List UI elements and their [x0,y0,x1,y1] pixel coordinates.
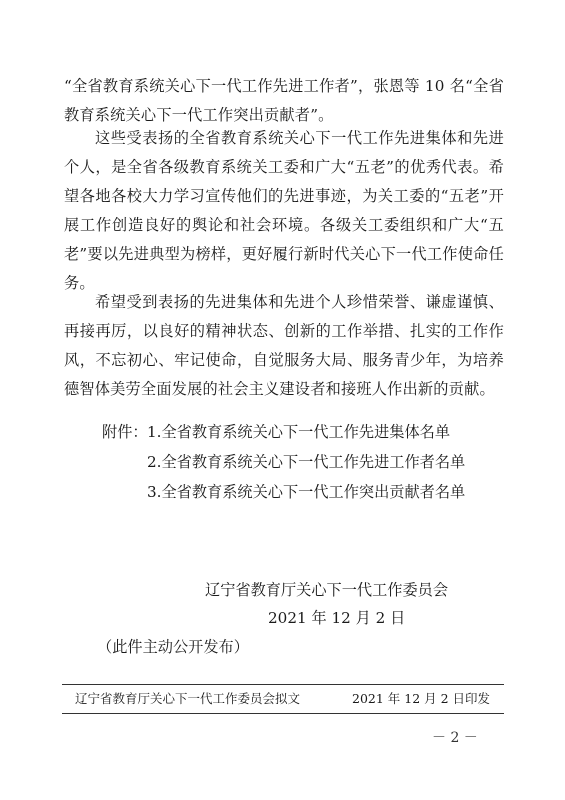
attachments-label: 附件： [102,423,148,441]
body-paragraph-1: “全省教育系统关心下一代工作先进工作者”，张恩等 10 名“全省教育系统关心下一代工作突出贡献者”。 [64,77,504,124]
footer-bottom-rule [62,713,504,714]
page-number: － 2 － [432,730,478,746]
body-paragraph-3: 希望受到表扬的先进集体和先进个人珍惜荣誉、谦虚谨慎、再接再厉，以良好的精神状态、创新的工作举措、扎实的工作作风，不忘初心、牢记使命，自觉服务大局、服务青少年，为培养德智体美劳全面发展的社会主义建设者和接班人作出新的贡献。 [64,293,504,398]
issuer-signature: 辽宁省教育厅关心下一代工作委员会 [205,581,448,599]
footer-drafter: 辽宁省教育厅关心下一代工作委员会拟文 [75,691,301,706]
issue-date: 2021 年 12 月 2 日 [268,609,406,627]
disclosure-note: （此件主动公开发布） [97,638,249,656]
attachment-item-1: 1.全省教育系统关心下一代工作先进集体名单 [147,423,451,441]
body-paragraph-2: 这些受表扬的全省教育系统关心下一代工作先进集体和先进个人，是全省各级教育系统关工委和广大“五老”的优秀代表。希望各地各校大力学习宣传他们的先进事迹，为关工委的“五老”开展工作创造良好的舆论和社会环境。各级关工委组织和广大“五老”要以先进典型为榜样，更好履行新时代关心下一代工作使命任务。 [64,129,504,292]
attachment-item-2: 2.全省教育系统关心下一代工作先进工作者名单 [147,453,466,471]
footer-top-rule [62,684,504,685]
attachment-item-3: 3.全省教育系统关心下一代工作突出贡献者名单 [147,483,466,501]
footer-print-date: 2021 年 12 月 2 日印发 [352,691,491,706]
